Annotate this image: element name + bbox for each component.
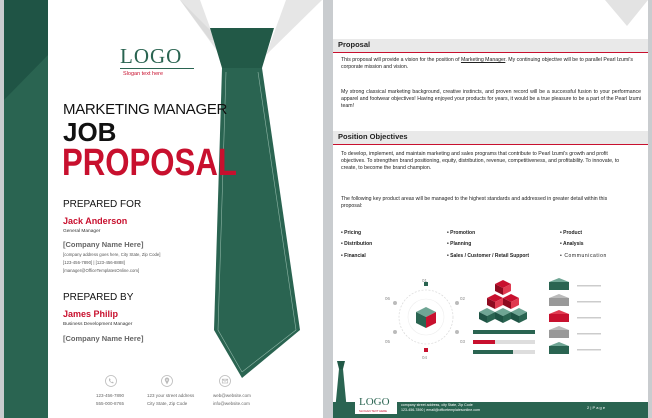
objectives-paragraph-2: The following key product areas will be managed to the highest standards and addressed in greater detail within this proposal: [341, 196, 608, 209]
stacked-cube-column [547, 276, 627, 362]
client-email: [manager@OfficeTemplatesOnline.com] [63, 268, 140, 273]
cover-logo: LOGO [120, 44, 183, 68]
objectives-heading-bar [333, 131, 648, 144]
diagram-label: 01 [422, 278, 428, 283]
cover-page [4, 0, 323, 418]
footer-logo-sub: SLOGAN TEXT HERE [359, 409, 388, 413]
footer-contact: 123-456-7890 | email@officetemplatesonline.com [401, 408, 481, 412]
client-title: General Manager [63, 229, 101, 234]
client-name: Jack Anderson [63, 216, 128, 226]
logo-underline [120, 68, 194, 69]
key-area-item: • Communication [560, 253, 607, 259]
footer-phone-1: 123-456-7890 [96, 393, 125, 398]
author-title: Business Development Manager [63, 322, 133, 327]
cube-cycle-diagram [381, 280, 471, 360]
diagram-label: 04 [422, 355, 428, 360]
footer-web-2: info@website.com [213, 401, 250, 406]
key-area-item: • Promotion [447, 230, 476, 236]
footer-address-1: 123 your street address [147, 393, 195, 398]
diagram-label: 05 [385, 339, 391, 344]
page-number: 2 | P a g e [587, 405, 606, 410]
proposal-heading-bar [333, 39, 648, 52]
diagram-label: 03 [460, 339, 466, 344]
key-area-item: • Product [560, 230, 583, 236]
key-area-item: • Planning [447, 241, 472, 247]
key-area-item: • Distribution [341, 241, 373, 247]
footer-address: company street address, city State, Zip Code [401, 403, 473, 407]
key-area-item: • Sales / Customer / Retail Support [447, 253, 530, 259]
proposal-page [333, 0, 648, 418]
key-area-item: • Financial [341, 253, 366, 259]
proposal-paragraph-1: This proposal will provide a vision for the position of Marketing Manager. My continuing objective will be to parallel Pearl Izumi's corporate mission and vision. [341, 57, 633, 70]
objectives-heading: Position Objectives [338, 132, 408, 141]
proposal-heading-rule [333, 52, 648, 53]
cover-slogan: Slogan text here [123, 71, 164, 77]
client-phone: [123-456-7890] | [123-456-8888] [63, 260, 125, 265]
diagram-label: 02 [460, 296, 466, 301]
diagram-label: 06 [385, 296, 391, 301]
author-company: [Company Name Here] [63, 334, 144, 343]
key-area-item: • Pricing [341, 230, 362, 236]
cube-pyramid-chart [473, 276, 553, 362]
key-area-item: • Analysis [560, 241, 584, 247]
mail-icon [219, 375, 231, 387]
prepared-for-heading: PREPARED FOR [63, 199, 142, 210]
collar-corner [605, 0, 648, 28]
phone-icon [105, 375, 117, 387]
marketing-manager-link[interactable]: Marketing Manager [460, 57, 506, 63]
location-icon [161, 375, 173, 387]
proposal-heading: Proposal [338, 40, 371, 49]
objectives-heading-rule [333, 144, 648, 145]
proposal-paragraph-2: My strong classical marketing background, creative instincts, and proven record will be a successful fusion to your performance apparel and footwear objectives! Having enjoyed your products for years, it would be a true pleasure to be a part of the Pearl Izumi team! [341, 89, 641, 109]
cover-title-line1: MARKETING MANAGER [63, 101, 228, 118]
cover-title-line3: PROPOSAL [62, 142, 237, 184]
footer-web-1: web@website.com [213, 393, 251, 398]
client-address: [company address goes here, City State, Zip Code] [63, 252, 161, 257]
footer-address-2: City State, Zip Code [147, 401, 188, 406]
author-name: James Philip [63, 309, 119, 319]
footer-phone-2: 555-000-8765 [96, 401, 125, 406]
client-company: [Company Name Here] [63, 240, 144, 249]
cover-title-line2: JOB [63, 117, 117, 147]
footer-logo: LOGO [359, 396, 390, 408]
prepared-by-heading: PREPARED BY [63, 292, 134, 303]
objectives-paragraph-1: To develop, implement, and maintain marketing and sales programs that contribute to Pearl Izumi's growth and profit objectives. To strengthen brand positioning, equity, distribution, revenue, competitiveness, and profitability. To innovate, to create, to become the brand champion. [341, 151, 620, 171]
